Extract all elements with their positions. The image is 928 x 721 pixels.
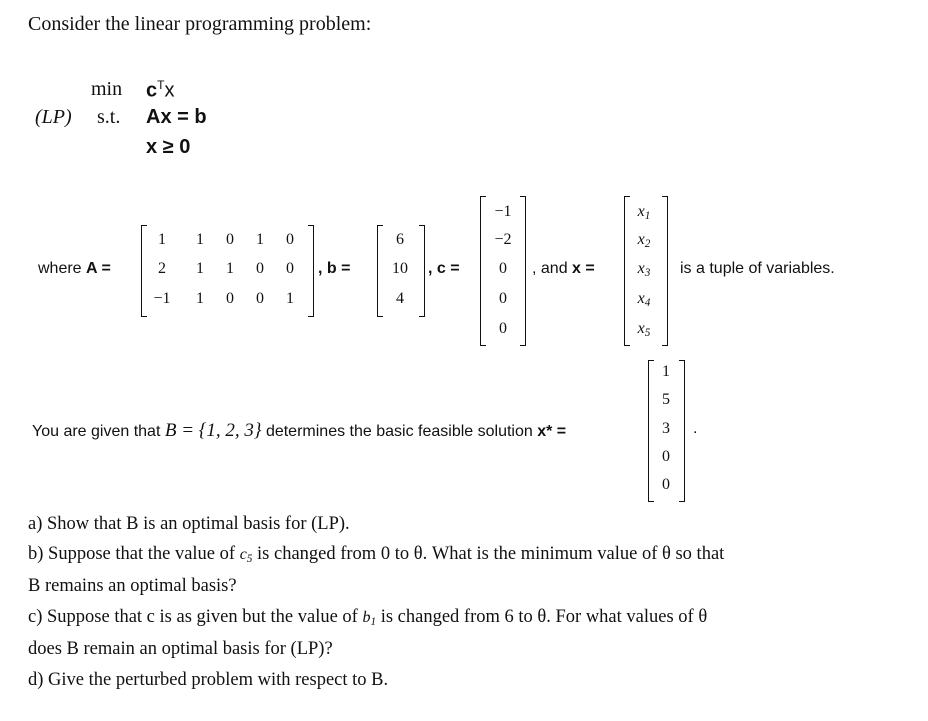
vector-xstar-entry: 0 [662, 476, 670, 493]
matrix-A-cell: 1 [196, 260, 204, 277]
vector-x-entry: $x_3$ [637, 260, 651, 279]
vector-x-entry: $x_4$ [637, 290, 651, 309]
matrix-A-cell: 0 [226, 231, 234, 248]
vector-c-right-bracket [520, 196, 526, 346]
vector-xstar-entry: 3 [662, 420, 670, 437]
question-c: c) Suppose that c is as given but the value of $b_1$ is changed from 6 to θ. For what values of θ [28, 607, 708, 628]
question-b: b) Suppose that the value of $c_5$ is changed from 0 to θ. What is the minimum value of θ so that [28, 544, 725, 565]
matrix-A-cell: 1 [256, 231, 264, 248]
matrix-A-cell: 0 [256, 290, 264, 307]
matrix-A-cell: 0 [256, 260, 264, 277]
question-d: d) Give the perturbed problem with respect to B. [28, 670, 389, 690]
vector-c-left-bracket [480, 196, 486, 346]
matrix-A-cell: 1 [196, 290, 204, 307]
c5-variable: $c_5$ [239, 546, 253, 565]
vector-c-entry: −2 [494, 231, 512, 248]
xstar-label: x* = [537, 423, 567, 440]
matrix-A-cell: 0 [226, 290, 234, 307]
vector-b-left-bracket [377, 225, 383, 317]
vector-x-entry: $x_5$ [637, 320, 651, 339]
b-label: , b = [318, 260, 351, 277]
vector-c-entry: 0 [499, 290, 507, 307]
lp-label: (LP) [35, 106, 72, 128]
vector-b-entry: 4 [396, 290, 404, 307]
b1-variable: $b_1$ [362, 609, 377, 628]
matrix-A-cell: 0 [286, 231, 294, 248]
given-statement: You are given that B = {1, 2, 3} determines the basic feasible solution x* = [32, 420, 567, 441]
vector-x-entry: $x_2$ [637, 231, 651, 250]
vector-c-entry: −1 [494, 203, 512, 220]
vector-xstar-entry: 0 [662, 448, 670, 465]
question-a: a) Show that B is an optimal basis for (LP). [28, 514, 350, 534]
x-label: , and x = [532, 260, 595, 277]
matrix-A-cell: 1 [226, 260, 234, 277]
vector-b-entry: 6 [396, 231, 404, 248]
lp-objective: $c^Tx$ [146, 78, 175, 102]
lp-st: s.t. [97, 106, 121, 128]
given-period: . [693, 420, 698, 437]
matrix-A-cell: 1 [286, 290, 294, 307]
lp-min: min [91, 78, 123, 100]
question-b-line2: B remains an optimal basis? [28, 576, 237, 596]
vector-c-entry: 0 [499, 260, 507, 277]
matrix-A-cell: 2 [158, 260, 166, 277]
tuple-text: is a tuple of variables. [680, 260, 835, 277]
lp-constraint-nonneg: x ≥ 0 [146, 136, 191, 158]
matrix-A-cell: −1 [153, 290, 171, 307]
where-label: where A = [38, 260, 111, 277]
vector-xstar-entry: 5 [662, 391, 670, 408]
matrix-A-cell: 1 [158, 231, 166, 248]
intro-text: Consider the linear programming problem: [28, 13, 372, 35]
vector-b-entry: 10 [392, 260, 408, 277]
vector-b-right-bracket [419, 225, 425, 317]
matrix-A-right-bracket [308, 225, 314, 317]
vector-c-entry: 0 [499, 320, 507, 337]
lp-constraint-eq: Ax = b [146, 106, 207, 128]
vector-xstar-entry: 1 [662, 363, 670, 380]
c-label: , c = [428, 260, 460, 277]
basis-expression: B = {1, 2, 3} [164, 420, 262, 441]
matrix-A-cell: 1 [196, 231, 204, 248]
matrix-A-cell: 0 [286, 260, 294, 277]
question-c-line2: does B remain an optimal basis for (LP)? [28, 639, 333, 659]
vector-x-entry: $x_1$ [637, 203, 651, 222]
